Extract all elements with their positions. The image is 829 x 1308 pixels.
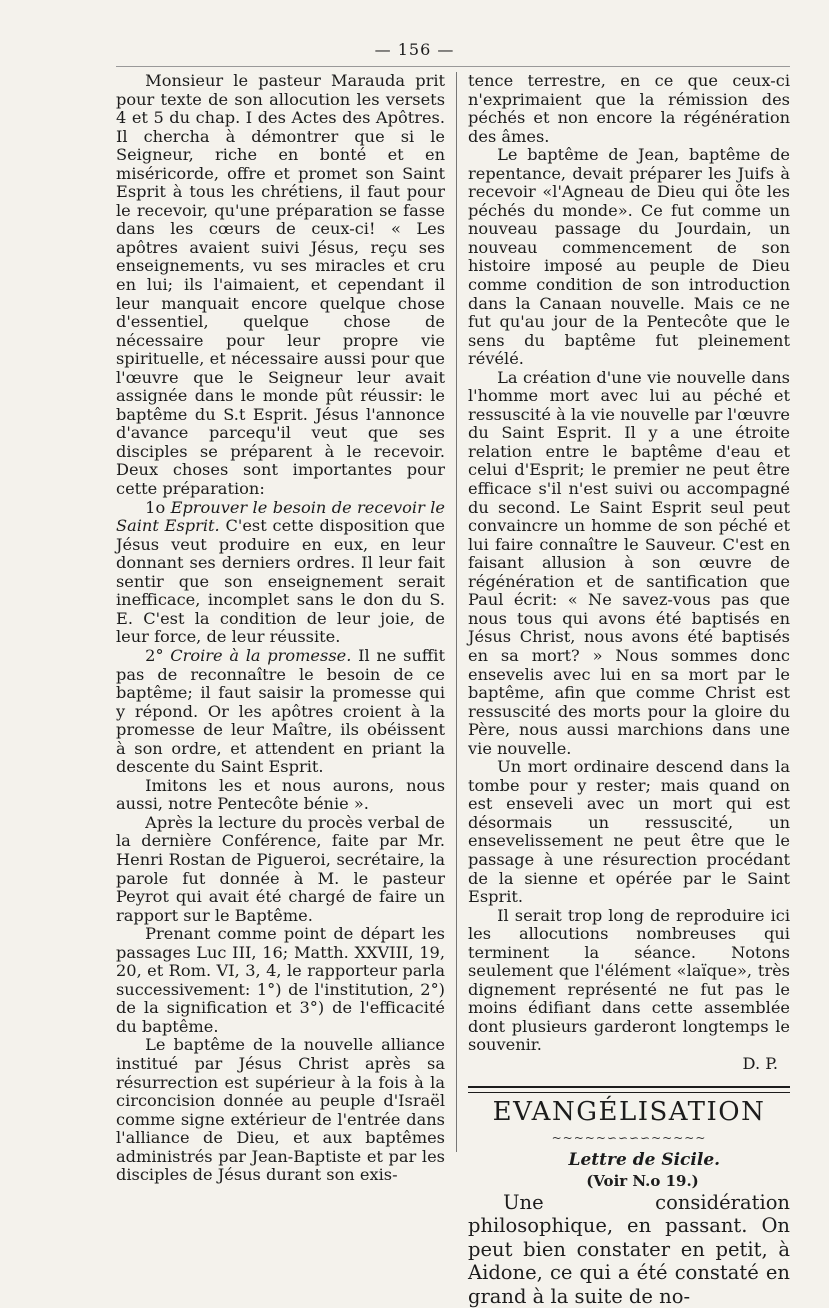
paragraph: Monsieur le pasteur Marauda prit pour texte de son allocution les versets 4 et 5 du chap. I des Actes des Apôtres. Il chercha à démontrer que si le Seigneur, riche en bonté et en miséricorde, offre et promet son Saint Esprit à tous les chrétiens, il faut pour le recevoir, qu'une préparation se fasse dans les cœurs de ceux-ci! « Les apôtres avaient suivi Jésus, reçu ses enseignements, vu ses miracles et cru en lui; ils l'aimaient, et cependant il leur manquait encore quelque chose d'essentiel, quelque chose de nécessaire pour leur propre vie spirituelle, et nécessaire aussi pour que l'œuvre que le Seigneur leur avait assignée dans le monde pût réussir: le baptême du S.t Esprit. Jésus l'annonce d'avance parcequ'il veut que ses disciples se préparent à le recevoir. Deux choses sont importantes pour cette préparation: <box>116 71 445 499</box>
point-text: C'est cette disposition que Jésus veut produire en eux, en leur donnant ses derniers ordres. Il leur fait sentir que son enseignement serait inefficace, incomplet sans le don du S. E. C'est la condition de leur joie, de leur force, de leur réussite. <box>116 516 445 647</box>
paragraph: Le baptême de Jean, baptême de repentance, devait préparer les Juifs à recevoir «l'Agneau de Dieu qui ôte les péchés du monde». Ce fut comme un nouveau passage du Jourdain, un nouveau commencement de son histoire imposé au peuple de Dieu comme condition de son introduction dans la Canaan nouvelle. Mais ce ne fut qu'au jour de la Pentecôte que le sens du baptême fut pleinement révélé. <box>468 145 790 369</box>
point-heading: Croire à la promesse. <box>170 645 352 665</box>
paragraph: La création d'une vie nouvelle dans l'homme mort avec lui au péché et ressuscité à la vie nouvelle par l'œuvre du Saint Esprit. Il y a une étroite relation entre le baptême d'eau et celui d'Esprit; le premier ne peut être efficace s'il n'est suivi ou accompagné du second. Le Saint Esprit seul peut convaincre un homme de son péché et lui faire connaître le Sauveur. C'est en faisant allusion à son œuvre de régénération et de santification que Paul écrit: « Ne savez-vous pas que nous tous qui avons été baptisés en Jésus Christ, nous avons été baptisés en sa mort? » Nous sommes donc ensevelis avec lui en sa mort par le baptême, afin que comme Christ est ressuscité des morts pour la gloire du Père, nous aussi marchions dans une vie nouvelle. <box>468 367 790 758</box>
letter-reference: (Voir N.o 19.) <box>586 1171 699 1190</box>
letter-paragraph: Une considération philosophique, en passant. On peut bien constater en petit, à Aidone, ce qui a été constaté en grand à la suite de no- <box>468 1190 790 1308</box>
section-divider <box>468 1086 790 1093</box>
point-text: Il ne suffit pas de reconnaître le besoin de ce baptême; il faut saisir la promesse qui y répond. Or les apôtres croient à la promesse de leur Maître, ils obéissent à son ordre, et attendent en priant la descente du Saint Esprit. <box>116 645 445 777</box>
ornament-flourish: ~~~~~∽∽∽∽~~~~~ <box>551 1130 707 1145</box>
page-number: — 156 — <box>374 40 455 59</box>
paragraph: Imitons les et nous aurons, nous aussi, notre Pentecôte bénie ». <box>116 775 445 814</box>
paragraph: Le baptême de la nouvelle alliance institué par Jésus Christ après sa résurrection est supérieur à la fois à la circoncision donnée au peuple d'Israël comme signe extérieur de l'entrée dans l'alliance de Dieu, et aux baptêmes administrés par Jean-Baptiste et par les disciples de Jésus durant son exis- <box>116 1035 445 1185</box>
point-number: 2° <box>145 645 171 665</box>
point-heading: Eprouver le besoin de recevoir le Saint Esprit. <box>116 497 445 536</box>
paragraph-point-1 <box>116 499 445 647</box>
header-rule <box>116 66 790 67</box>
paragraph: tence terrestre, en ce que ceux-ci n'exprimaient que la rémission des péchés et non encore la régénération des âmes. <box>468 71 790 146</box>
paragraph: Après la lecture du procès verbal de la dernière Conférence, faite par Mr. Henri Rostan de Pigueroi, secrétaire, la parole fut donnée à M. le pasteur Peyrot qui avait été chargé de faire un rapport sur le Baptême. <box>116 812 445 925</box>
paragraph: Il serait trop long de reproduire ici les allocutions nombreuses qui terminent la séance. Notons seulement que l'élément «laïque», très dignement représenté ne fut pas le moins édifiant dans cette assemblée dont plusieurs garderont longtemps le souvenir. <box>468 905 790 1055</box>
left-column <box>116 72 445 1185</box>
letter-title: Lettre de Sicile. <box>568 1149 721 1170</box>
right-column <box>468 72 790 1308</box>
signature: D. P. <box>742 1053 778 1073</box>
point-number: 1o <box>145 497 171 517</box>
paragraph-point-2 <box>116 647 445 777</box>
column-divider <box>456 72 457 1152</box>
section-heading: EVANGÉLISATION <box>492 1096 766 1127</box>
paragraph: Un mort ordinaire descend dans la tombe pour y rester; mais quand on est enseveli avec un mort qui est désormais un ressuscité, un ensevelissement ne peut être que le passage à une résurection procédant de la sienne et opérée par le Saint Esprit. <box>468 757 790 907</box>
paragraph: Prenant comme point de départ les passages Luc III, 16; Matth. XXVIII, 19, 20, et Rom. VI, 3, 4, le rapporteur parla successivement: 1°) de l'institution, 2°) de la signification et 3°) de l'efficacité du baptême. <box>116 924 445 1036</box>
